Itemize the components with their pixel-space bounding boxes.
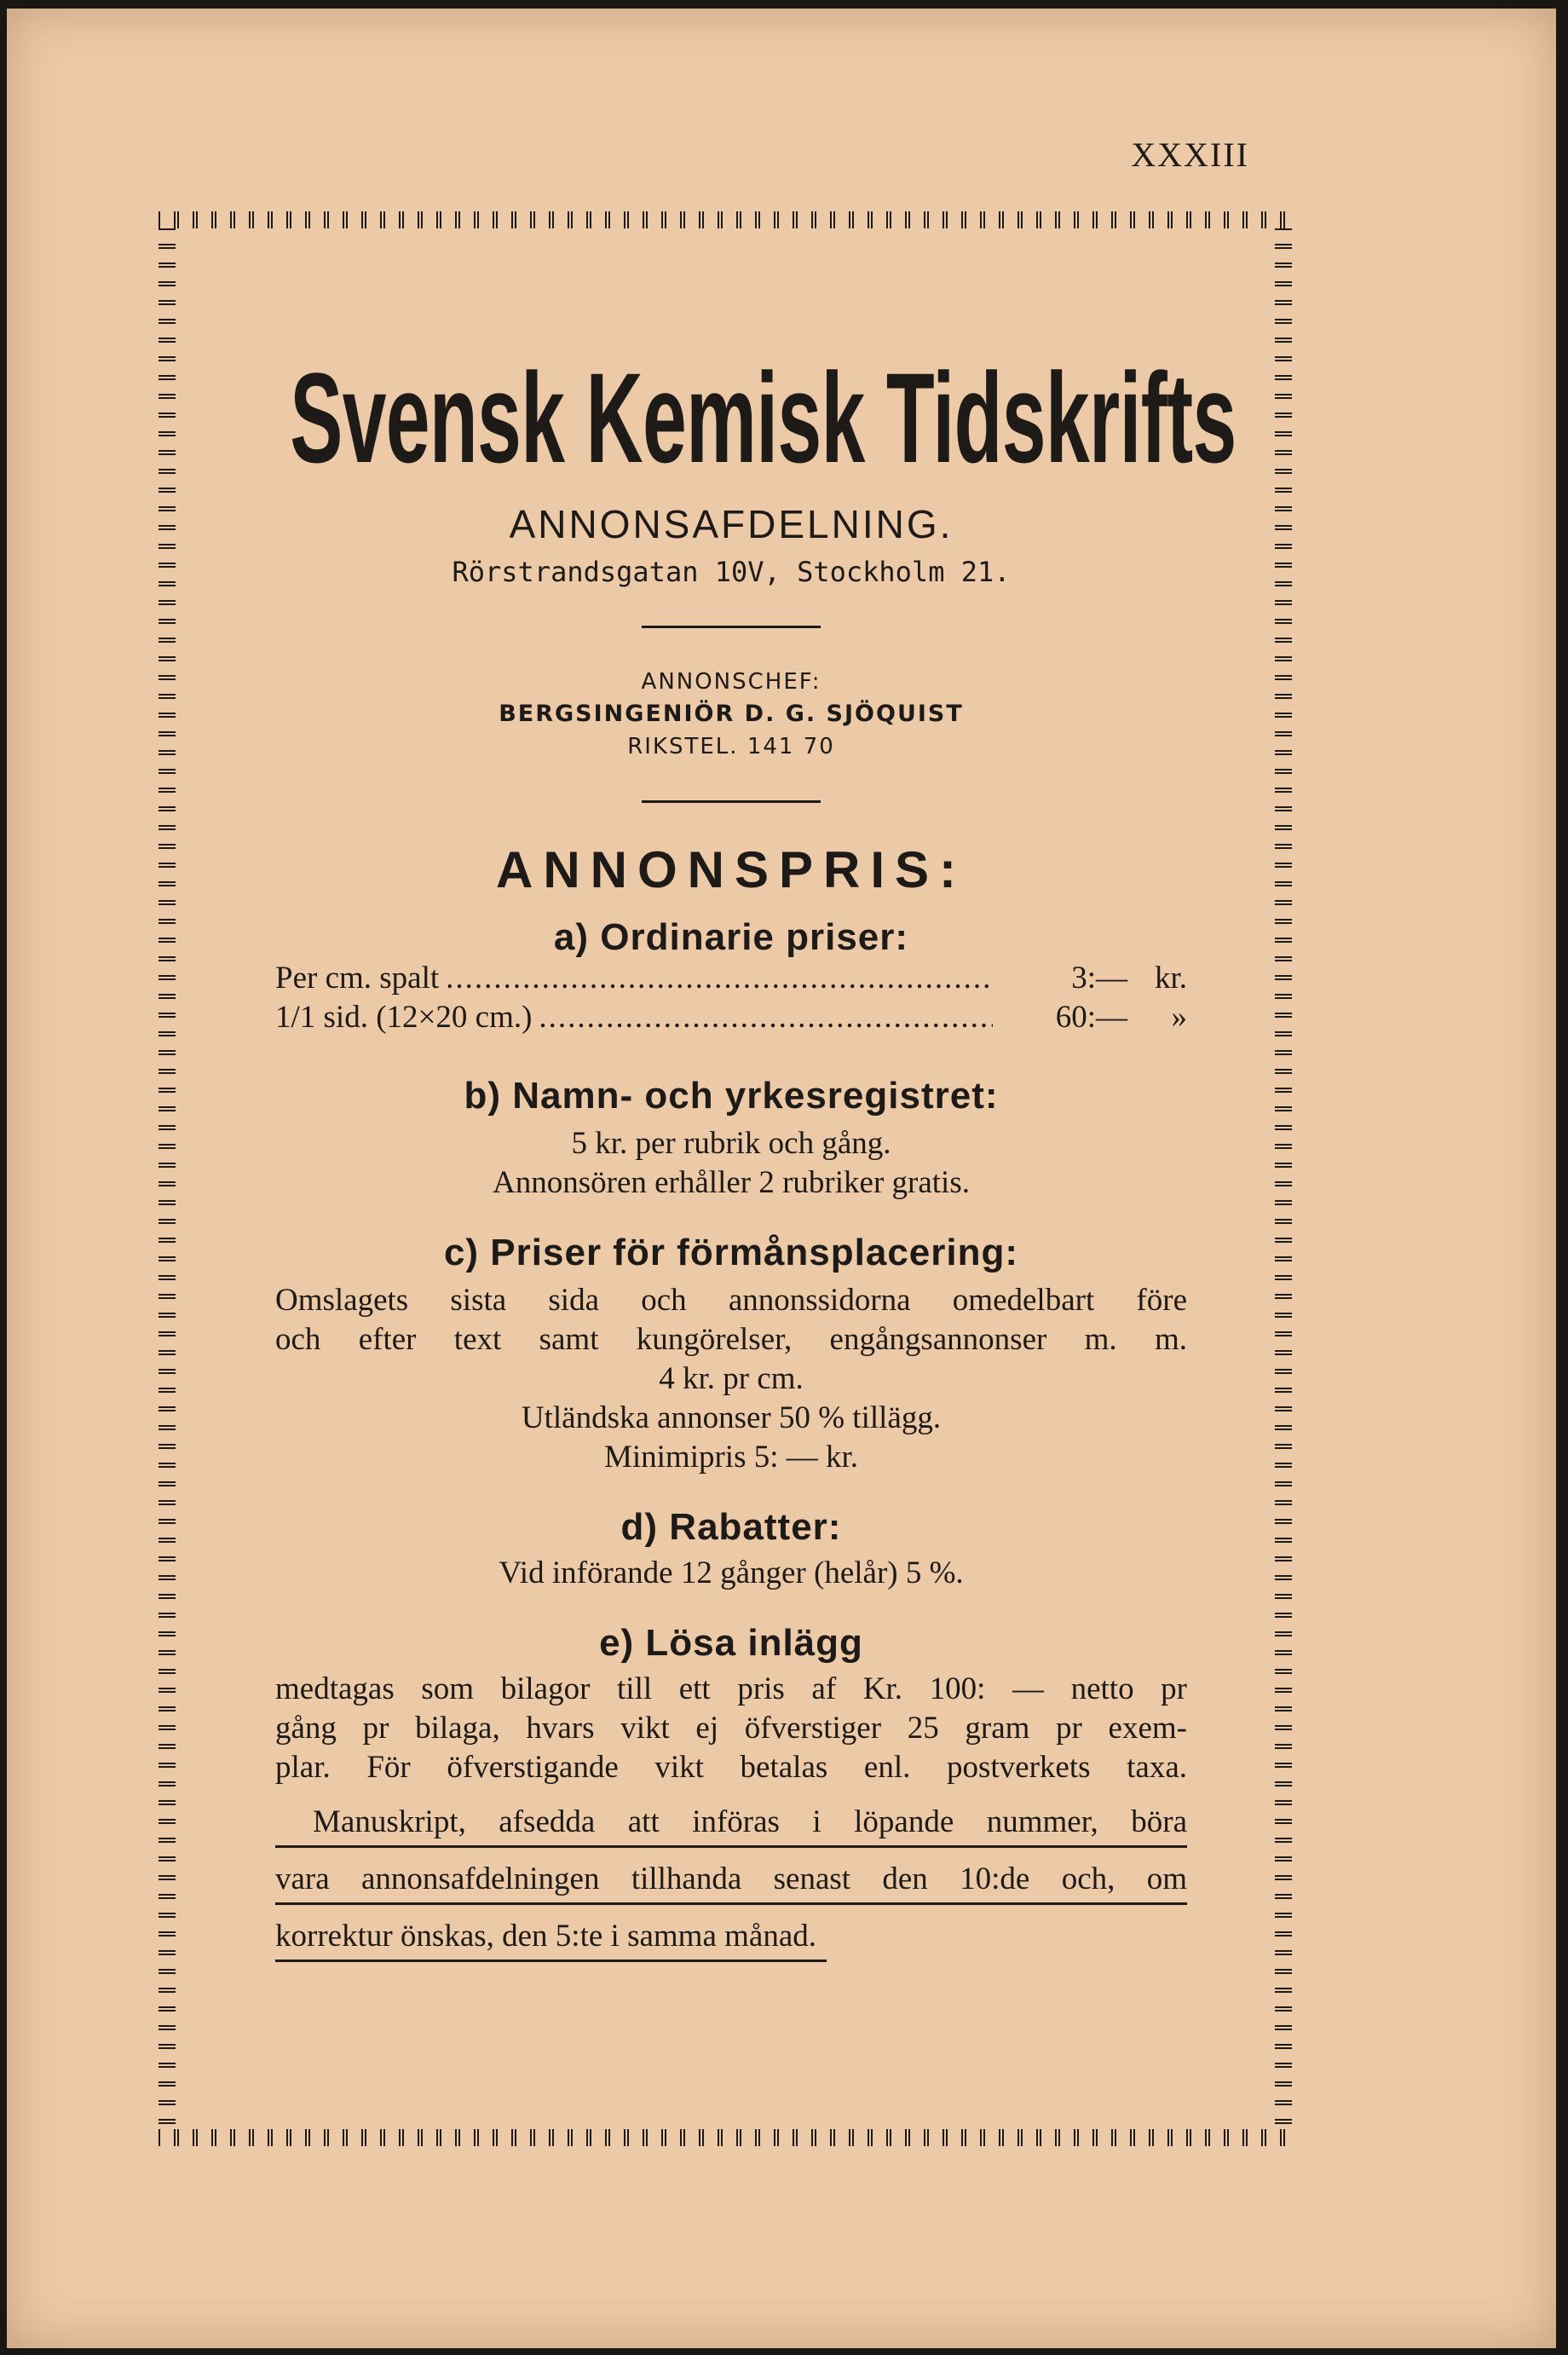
address: Rörstrandsgatan 10V, Stockholm 21. <box>452 556 1011 588</box>
price-row <box>275 959 1187 998</box>
section-c-line: och efter text samt kungörelser, engångsannonser m. m. <box>275 1322 1187 1357</box>
notice-line: Manuskript, afsedda att införas i löpande nummer, böra <box>275 1803 1187 1848</box>
price-unit: kr. <box>1154 961 1187 996</box>
section-c-line: 4 kr. pr cm. <box>659 1361 804 1396</box>
border-bottom <box>159 2129 1292 2146</box>
notice-line: vara annonsafdelningen tillhanda senast den 10:de och, om <box>275 1860 1187 1905</box>
department-name: ANNONSAFDELNING. <box>509 502 954 546</box>
section-c-line: Omslagets sista sida och annonssidorna omedelbart före <box>275 1283 1187 1318</box>
contact-phone: RIKSTEL. 141 70 <box>627 734 835 759</box>
price-value: 60:— <box>1055 1000 1127 1035</box>
section-b-heading: b) Namn- och yrkesregistret: <box>464 1075 999 1117</box>
section-e-line: medtagas som bilagor till ett pris af Kr. 100: — netto pr <box>275 1671 1187 1706</box>
divider <box>642 626 821 628</box>
contact-name: BERGSINGENIÖR D. G. SJÖQUIST <box>499 701 964 727</box>
section-e-heading: e) Lösa inlägg <box>599 1622 863 1664</box>
masthead-title: Svensk Kemisk Tidskrifts <box>290 346 1237 489</box>
section-a-heading: a) Ordinarie priser: <box>553 916 909 958</box>
price-label: Per cm. spalt <box>275 961 440 996</box>
border-top <box>159 211 1292 228</box>
section-e-line: gång pr bilaga, hvars vikt ej öfverstiger 25 gram pr exem- <box>275 1711 1187 1746</box>
notice-line: korrektur önskas, den 5:te i samma månad. <box>275 1917 827 1962</box>
border-left <box>159 228 176 2129</box>
section-b-line: 5 kr. per rubrik och gång. <box>571 1126 891 1161</box>
section-d-heading: d) Rabatter: <box>620 1506 842 1548</box>
section-c-line: Utländska annonser 50 % tillägg. <box>521 1400 942 1435</box>
dot-leader <box>446 959 993 998</box>
price-value: 3:— <box>1071 961 1127 996</box>
price-row <box>275 998 1187 1037</box>
scanned-page <box>7 9 1556 2348</box>
dot-leader <box>539 998 993 1037</box>
advertisement-content <box>275 346 1237 1962</box>
section-d-line: Vid införande 12 gånger (helår) 5 %. <box>499 1556 964 1590</box>
page-number: XXXIII <box>1131 136 1249 174</box>
divider <box>642 800 821 803</box>
contact-title: ANNONSCHEF: <box>641 669 821 695</box>
section-b-line: Annonsören erhåller 2 rubriker gratis. <box>493 1165 970 1200</box>
price-label: 1/1 sid. (12×20 cm.) <box>275 1000 533 1035</box>
border-right <box>1275 228 1292 2129</box>
price-unit: » <box>1171 1000 1187 1035</box>
prices-heading: ANNONSPRIS: <box>495 841 967 898</box>
section-c-line: Minimipris 5: — kr. <box>603 1440 859 1475</box>
section-c-heading: c) Priser för förmånsplacering: <box>443 1232 1019 1273</box>
section-e-line: plar. För öfverstigande vikt betalas enl. postverkets taxa. <box>275 1750 1187 1785</box>
